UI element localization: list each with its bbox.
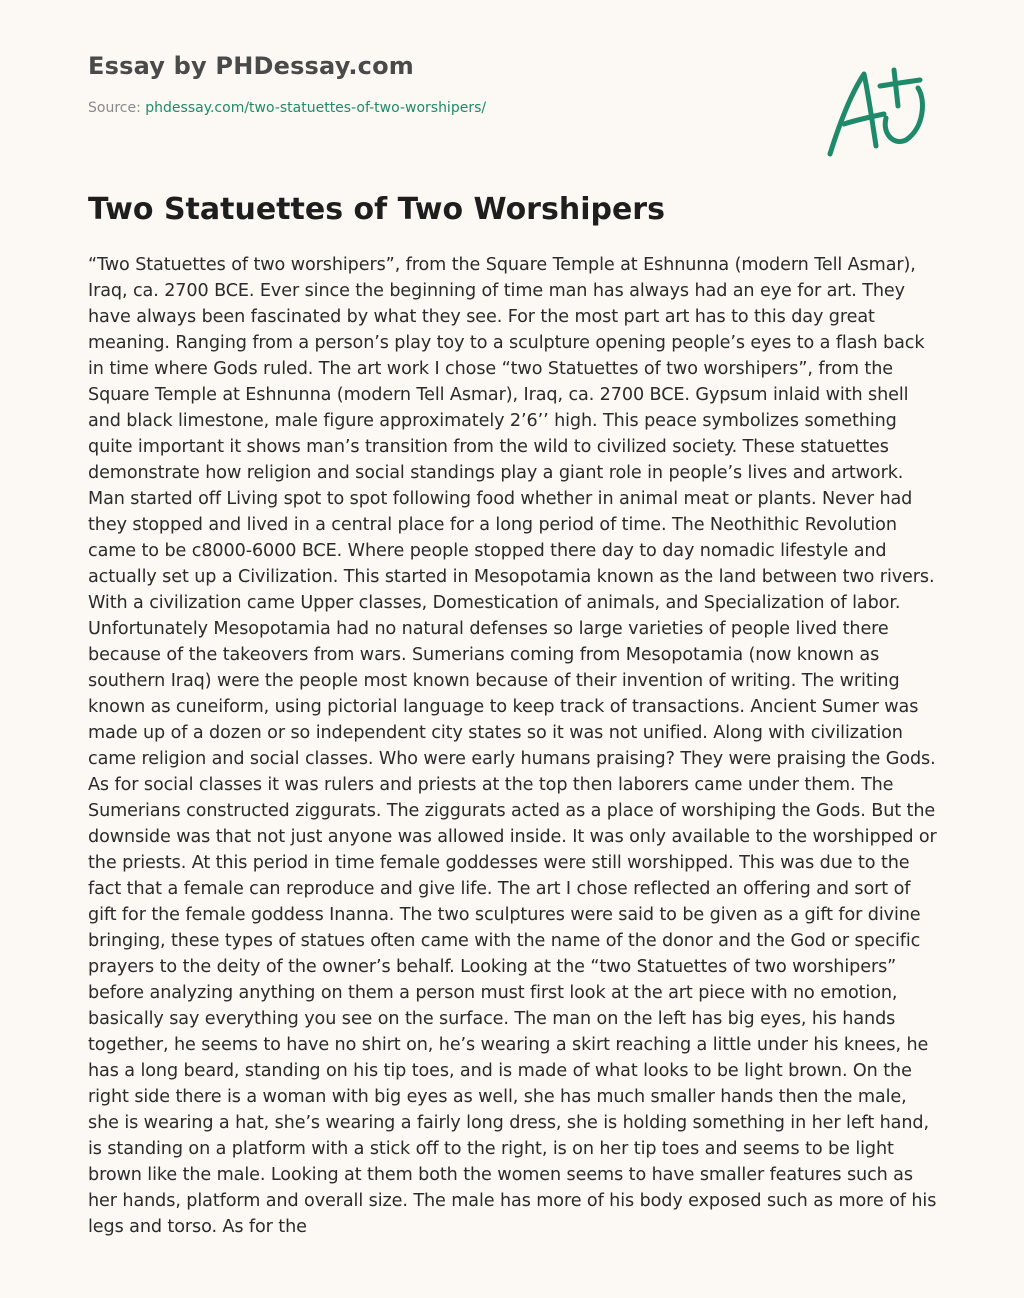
bottom-fade-overlay: [0, 1238, 1024, 1298]
page-header: [88, 48, 788, 118]
essay-title: Two Statuettes of Two Worshipers: [88, 192, 665, 227]
a-plus-logo-icon: [820, 62, 930, 162]
source-line: [88, 98, 788, 118]
essay-body: “Two Statuettes of two worshipers”, from the Square Temple at Eshnunna (modern Tell Asmar), Iraq, ca. 2700 BCE. Ever since the beginning of time man has always had an eye for art. They have always been fascinated by what they see. For the most part art has to this day great meaning. Ranging from a person’s play toy to a sculpture opening people’s eyes to a flash back in time where Gods ruled. The art work I chose “two Statuettes of two worshipers”, from the Square Temple at Eshnunna (modern Tell Asmar), Iraq, ca. 2700 BCE. Gypsum inlaid with shell and black limestone, male figure approximately 2’6’’ high. This peace symbolizes something quite important it shows man’s transition from the wild to civilized society. These statuettes demonstrate how religion and social standings play a giant role in people’s lives and artwork. Man started off Living spot to spot following food whether in animal meat or plants. Never had they stopped and lived in a central place for a long period of time. The Neothithic Revolution came to be c8000-6000 BCE. Where people stopped there day to day nomadic lifestyle and actually set up a Civilization. This started in Mesopotamia known as the land between two rivers. With a civilization came Upper classes, Domestication of animals, and Specialization of labor. Unfortunately Mesopotamia had no natural defenses so large varieties of people lived there because of the takeovers from wars. Sumerians coming from Mesopotamia (now known as southern Iraq) were the people most known because of their invention of writing. The writing known as cuneiform, using pictorial language to keep track of transactions. Ancient Sumer was made up of a dozen or so independent city states so it was not unified. Along with civilization came religion and social classes. Who were early humans praising? They were praising the Gods. As for social classes it was rulers and priests at the top then laborers came under them. The Sumerians constructed ziggurats. The ziggurats acted as a place of worshiping the Gods. But the downside was that not just anyone was allowed inside. It was only available to the worshipped or the priests. At this period in time female goddesses were still worshipped. This was due to the fact that a female can reproduce and give life. The art I chose reflected an offering and sort of gift for the female goddess Inanna. The two sculptures were said to be given as a gift for divine bringing, these types of statues often came with the name of the donor and the God or specific prayers to the deity of the owner’s behalf. Looking at the “two Statuettes of two worshipers” before analyzing anything on them a person must first look at the art piece with no emotion, basically say everything you see on the surface. The man on the left has big eyes, his hands together, he seems to have no shirt on, he’s wearing a skirt reaching a little under his knees, he has a long beard, standing on his tip toes, and is made of what looks to be light brown. On the right side there is a woman with big eyes as well, she has much smaller hands then the male, she is wearing a hat, she’s wearing a fairly long dress, she is holding something in her left hand, is standing on a platform with a stick off to the right, is on her tip toes and seems to be light brown like the male. Looking at them both the women seems to have smaller features such as her hands, platform and overall size. The male has more of his body exposed such as more of his legs and torso. As for the: [88, 255, 937, 1237]
site-brand: Essay by PHDessay.com: [88, 52, 414, 80]
source-link[interactable]: phdessay.com/two-statuettes-of-two-worshipers/: [145, 100, 487, 116]
source-label: Source:: [88, 100, 146, 116]
